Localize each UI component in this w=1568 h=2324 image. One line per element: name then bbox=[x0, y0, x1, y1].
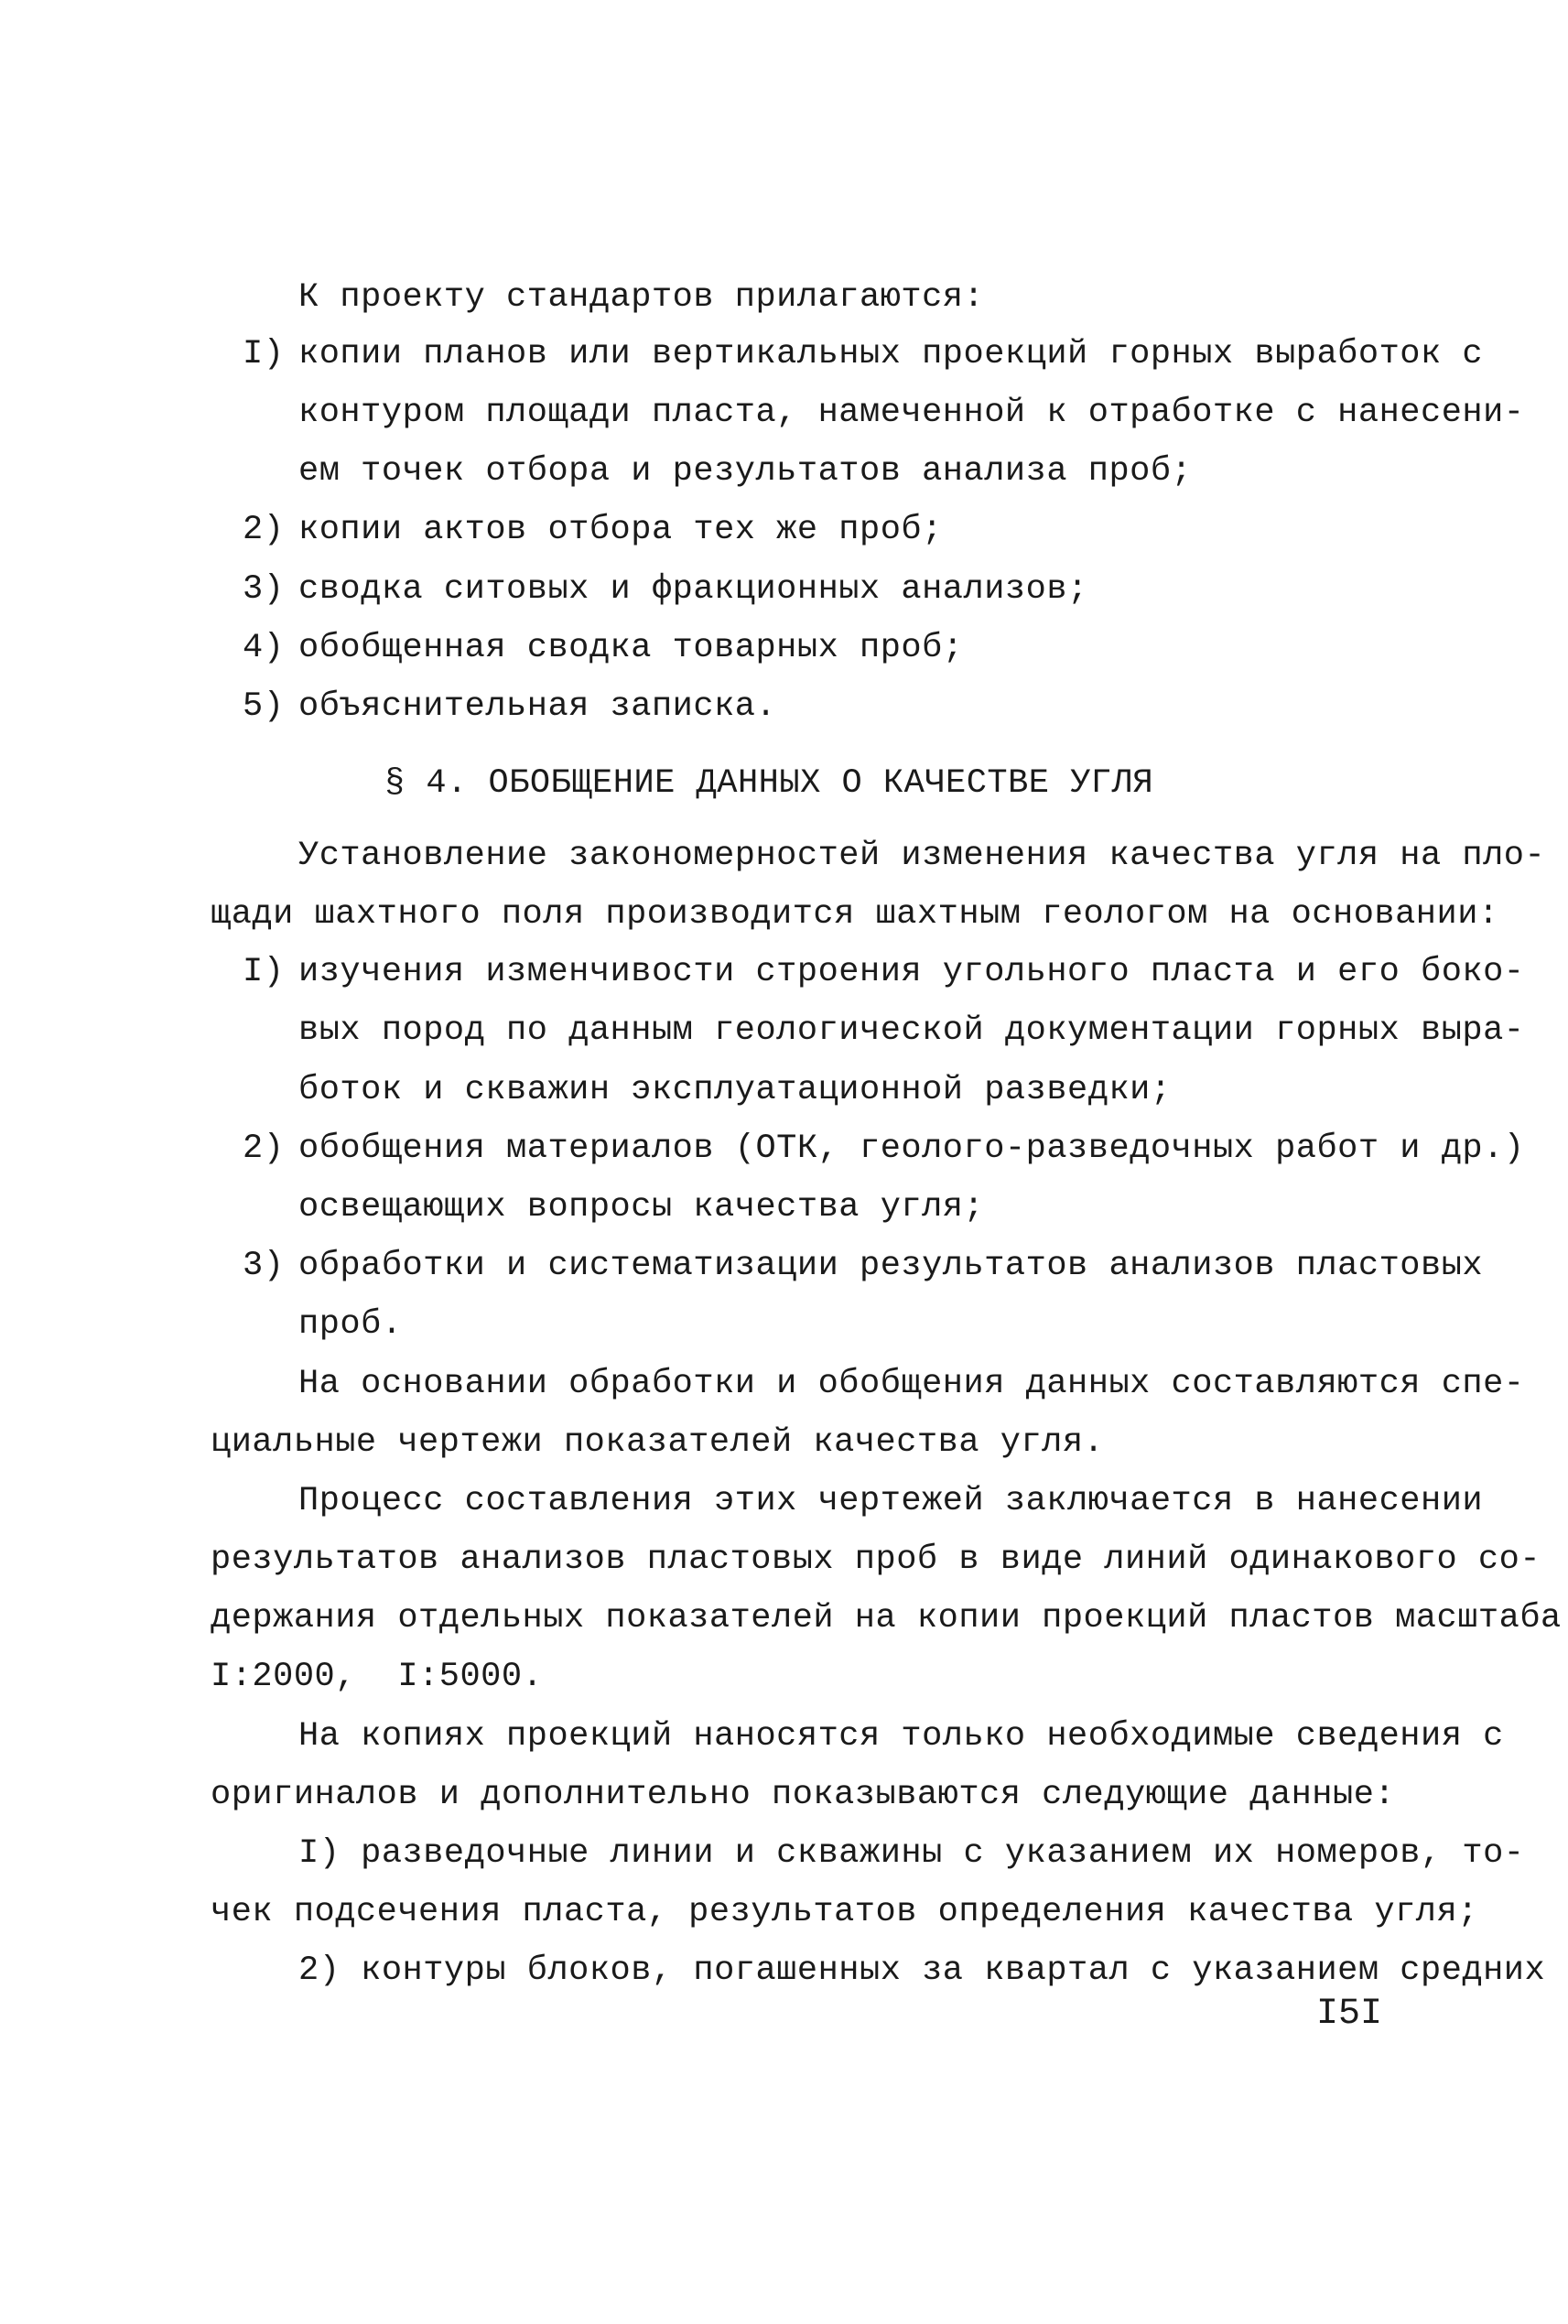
list-item-number: 4) bbox=[243, 629, 285, 667]
list-item-number: 2) bbox=[243, 511, 285, 549]
list-item-text: проб. bbox=[298, 1305, 403, 1344]
paragraph-line: чек подсечения пласта, результатов определения качества угля; bbox=[211, 1893, 1478, 1931]
paragraph-line: 2) контуры блоков, погашенных за квартал с указанием средних bbox=[298, 1951, 1546, 1990]
list-item-text: обработки и систематизации результатов анализов пластовых bbox=[298, 1247, 1484, 1285]
list-item-number: 5) bbox=[243, 687, 285, 726]
section-heading: § 4. ОБОБЩЕНИЕ ДАННЫХ О КАЧЕСТВЕ УГЛЯ bbox=[384, 764, 1154, 803]
list-item-text: обобщения материалов (ОТК, геолого-разведочных работ и др.) bbox=[298, 1130, 1525, 1168]
paragraph-line: щади шахтного поля производится шахтным геологом на основании: bbox=[211, 895, 1499, 934]
list-item-number: 3) bbox=[243, 570, 285, 609]
list-item-text: изучения изменчивости строения угольного пласта и его боко- bbox=[298, 953, 1525, 991]
list-item-number: I) bbox=[243, 953, 285, 991]
list-item-number: 2) bbox=[243, 1130, 285, 1168]
list-item-number: I) bbox=[243, 335, 285, 373]
list-item-text: ем точек отбора и результатов анализа проб; bbox=[298, 452, 1193, 491]
intro-text: К проекту стандартов прилагаются: bbox=[298, 278, 985, 317]
list-item-text: контуром площади пласта, намеченной к отработке с нанесени- bbox=[298, 394, 1525, 432]
paragraph-line: результатов анализов пластовых проб в виде линий одинакового со- bbox=[211, 1540, 1541, 1579]
paragraph-line: оригиналов и дополнительно показываются следующие данные: bbox=[211, 1776, 1396, 1814]
list-item-number: 3) bbox=[243, 1247, 285, 1285]
paragraph-line: Процесс составления этих чертежей заключается в нанесении bbox=[298, 1482, 1484, 1520]
list-item-text: объяснительная записка. bbox=[298, 687, 777, 726]
paragraph-line: I) разведочные линии и скважины с указанием их номеров, то- bbox=[298, 1834, 1525, 1873]
paragraph-line: Установление закономерностей изменения качества угля на пло- bbox=[298, 837, 1546, 875]
list-item-text: обобщенная сводка товарных проб; bbox=[298, 629, 964, 667]
list-item-text: копии планов или вертикальных проекций горных выработок с bbox=[298, 335, 1484, 373]
list-item-text: боток и скважин эксплуатационной разведки; bbox=[298, 1071, 1172, 1109]
paragraph-line: На основании обработки и обобщения данных составляются спе- bbox=[298, 1365, 1525, 1403]
list-item-text: сводка ситовых и фракционных анализов; bbox=[298, 570, 1088, 609]
paragraph-line: На копиях проекций наносятся только необходимые сведения с bbox=[298, 1717, 1504, 1756]
list-item-text: копии актов отбора тех же проб; bbox=[298, 511, 943, 549]
paragraph-line: I:2000, I:5000. bbox=[211, 1658, 544, 1696]
page-number: I5I bbox=[1316, 1994, 1383, 2035]
paragraph-line: держания отдельных показателей на копии проекций пластов масштаба bbox=[211, 1599, 1562, 1638]
list-item-text: освещающих вопросы качества угля; bbox=[298, 1188, 985, 1227]
paragraph-line: циальные чертежи показателей качества угля. bbox=[211, 1423, 1105, 1462]
list-item-text: вых пород по данным геологической документации горных выра- bbox=[298, 1011, 1525, 1050]
